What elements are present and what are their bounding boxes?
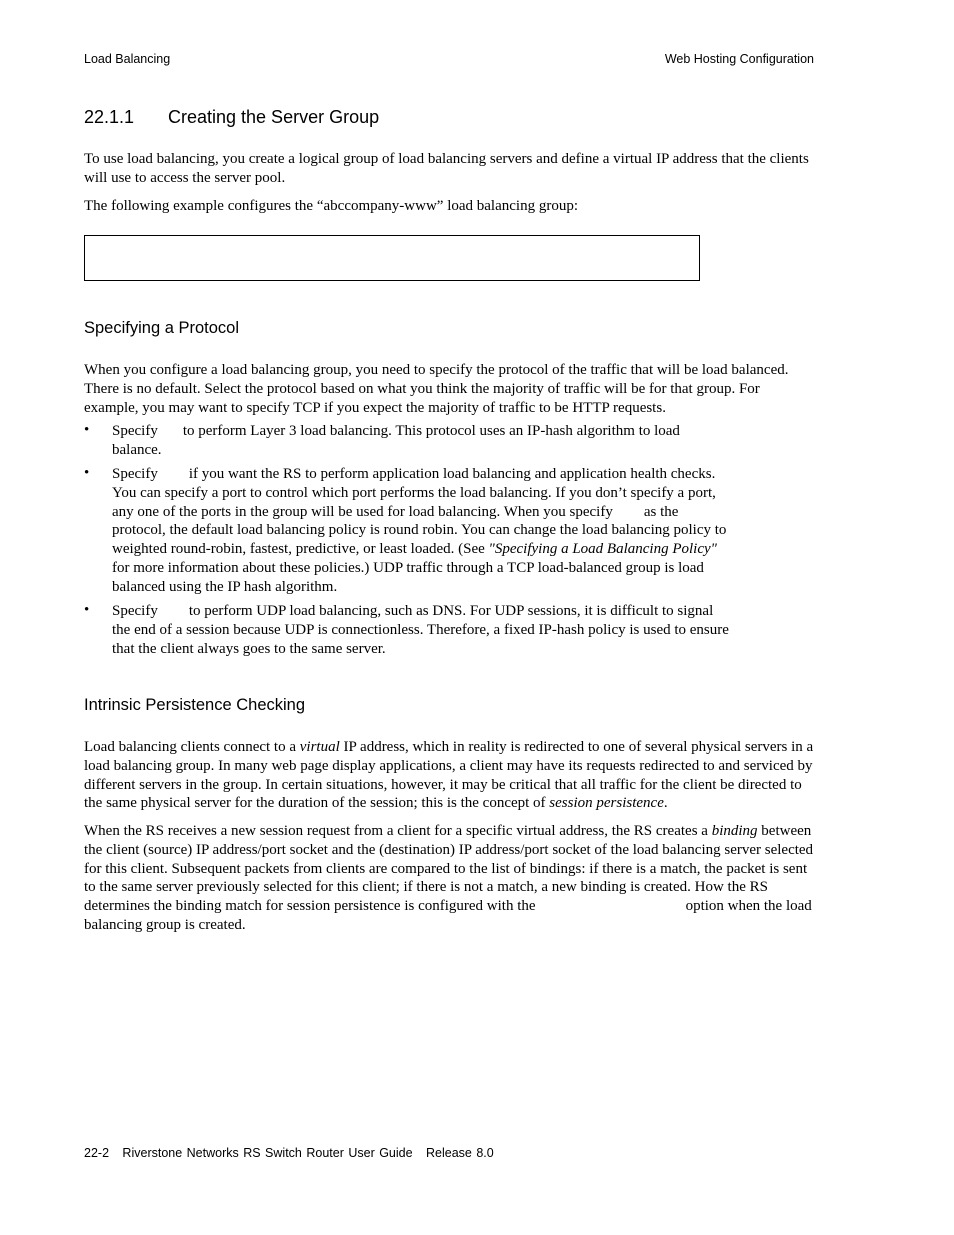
persistence-paragraph-2: When the RS receives a new session request from a client for a specific virtual address, the RS creates a binding between the client (source) IP address/port socket and the (destination) IP address/port socket of the load balancing server selected for this client. Subsequent packets from clients are compared to the list of bindings: if there is a match, the packet is sent to the same server previously selected for this client; if there is not a match, a new binding is created. How the RS determines the binding match for session persistence is configured with the option when the load balancing group is created. [84, 823, 814, 933]
persistence-paragraph-1: Load balancing clients connect to a virtual IP address, which in reality is redirected to one of several physical servers in a load balancing group. In many web page display applications, a client may have its requests redirected to and serviced by different servers in the group. In certain situations, however, it may be critical that all traffic for the client be directed to the same physical server for the duration of the session; this is the concept of session persistence. [84, 739, 814, 812]
intro-paragraph: To use load balancing, you create a logical group of load balancing servers and define a virtual IP address that the clients will use to access the server pool. [84, 151, 809, 186]
protocol-intro-paragraph: When you configure a load balancing group, you need to specify the protocol of the traffic that will be load balanced. There is no default. Select the protocol based on what you think the majority of traffic will be for that group. For example, you may want to specify TCP if you expect the majority of traffic to be HTTP requests. [84, 362, 789, 416]
protocol-heading: Specifying a Protocol [84, 319, 240, 337]
bullet-ip-text: Specify to perform Layer 3 load balancing. This protocol uses an IP-hash algorithm to load balance. [112, 423, 680, 458]
section-number: 22.1.1 [84, 107, 135, 127]
section-title: Creating the Server Group [168, 107, 380, 127]
bullet-tcp-text: Specify if you want the RS to perform application load balancing and application health checks. You can specify a port to control which port performs the load balancing. If you don’t specify a port, any one of the ports in the group will be used for load balancing. When you specify as the protocol, the default load balancing policy is round robin. You can change the load balancing policy to weighted round-robin, fastest, predictive, or least loaded. (See "Specifying a Load Balancing Policy" for more information about these policies.) UDP traffic through a TCP load-balanced group is load balanced using the IP hash algorithm. [112, 466, 727, 595]
bullet-udp-text: Specify to perform UDP load balancing, such as DNS. For UDP sessions, it is difficult to signal the end of a session because UDP is connectionless. Therefore, a fixed IP-hash policy is used to ensure that the client always goes to the same server. [112, 603, 729, 657]
bullet-marker: • [84, 465, 90, 481]
page-footer: 22-2 Riverstone Networks RS Switch Router User Guide Release 8.0 [84, 1146, 494, 1160]
code-example-box [84, 235, 700, 281]
running-header-right: Web Hosting Configuration [664, 52, 814, 66]
running-header-left: Load Balancing [84, 52, 171, 66]
bullet-marker: • [84, 422, 90, 438]
example-paragraph: The following example configures the “abccompany-www” load balancing group: [84, 198, 578, 214]
bullet-marker: • [84, 602, 90, 618]
persistence-heading: Intrinsic Persistence Checking [84, 696, 306, 714]
section-heading [84, 107, 379, 128]
